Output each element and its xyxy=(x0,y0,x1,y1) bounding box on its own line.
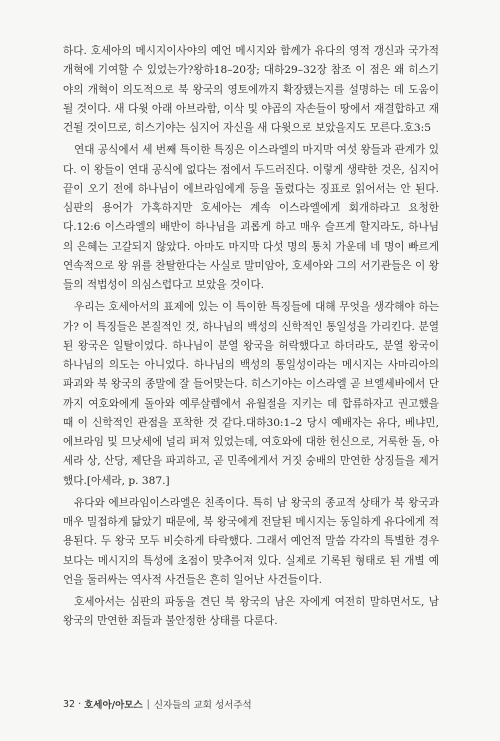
paragraph-4: 유다와 에브라임이스라엘은 친족이다. 특히 남 왕국의 종교적 상태가 북 왕국과 매우 밀접하게 닮았기 때문에, 북 왕국에게 전달된 메시지는 동일하게 유다에게 적용된다. 두 왕국 모두 비슷하게 타락했다. 그래서 예언적 말씀 각각의 특별한 경우보다는 메시지의 특성에 초점이 맞추어져 있다. 실제로 기록된 형태로 된 개별 예언을 둘러싸는 역사적 사건들은 흔히 일어난 사건들이다. xyxy=(63,496,439,586)
book-title: 호세아/아모스 xyxy=(84,700,143,711)
paragraph-1: 하다. 호세아의 메시지이사야의 예언 메시지와 함께가 유다의 영적 갱신과 국가적 개혁에 기여할 수 있었는가?왕하18–20장; 대하29–32장 참조 이 점은 왜 히스기야의 개혁이 의도적으로 북 왕국의 영토에까지 확장됐는지를 설명하는 데 도움이 될 것이다. 새 다윗 아래 아브라함, 이삭 및 야곱의 자손들이 땅에서 재결합하고 재건될 것이므로, 히스기야는 심지어 자신을 새 다윗으로 보았을지도 모른다.호3:5 xyxy=(63,45,439,134)
page-number: 32 xyxy=(63,698,76,710)
footer-separator: | xyxy=(146,698,150,710)
paragraph-5: 호세아서는 심판의 파동을 견딘 북 왕국의 남은 자에게 여전히 말하면서도, 남 왕국의 만연한 죄들과 불안정한 상태를 다룬다. xyxy=(63,596,439,628)
paragraph-2: 연대 공식에서 세 번째 특이한 특징은 이스라엘의 마지막 여섯 왕들과 관계가 있다. 이 왕들이 연대 공식에 없다는 점에서 두드러진다. 이렇게 생략한 것은, 심지어 끝이 오기 전에 하나님이 에브라임에게 등을 돌렸다는 징표로 읽어서는 안 된다. 심판의 용어가 가혹하지만 호세아는 계속 이스라엘에게 회개하라고 요청한다.12:6 이스라엘의 배반이 하나님을 괴롭게 하고 매우 슬프게 할지라도, 하나님의 은혜는 고갈되지 않았다. 아마도 마지막 다섯 명의 통치 가운데 네 명이 빠르게 연속적으로 왕 위를 찬탈한다는 사실로 말미암아, 호세아와 그의 서기관들은 이 왕들의 적법성이 의심스럽다고 보았을 것이다. xyxy=(63,144,439,291)
paragraph-3: 우리는 호세아서의 표제에 있는 이 특이한 특징들에 대해 무엇을 생각해야 하는가? 이 특징들은 본질적인 것, 하나님의 백성의 신학적인 통일성을 가리킨다. 분열된 왕국은 일탈이었다. 하나님이 분열 왕국을 허락했다고 하더라도, 분열 왕국이 하나님의 의도는 아니었다. 하나님의 백성의 통일성이라는 메시지는 사마리아의 파괴와 북 왕국의 종말에 잘 들어맞는다. 히스기야는 이스라엘 곧 브엘세바에서 단까지 여호와에게 돌아와 예루살렘에서 유월절을 지키는 데 합류하자고 권고했을 때 이 신학적인 관점을 포착한 것 같다.대하30:1–2 당시 예배자는 유다, 베냐민, 에브라임 및 므낫세에 널리 퍼져 있었는데, 여호와에 대한 헌신으로, 거룩한 돌, 아세라 상, 산당, 제단을 파괴하고, 곧 민족에게서 거짓 숭배의 만연한 상징들을 제거했다.[아세라, p. 387.] xyxy=(63,301,439,487)
footer-dot: · xyxy=(78,698,82,710)
page-footer xyxy=(63,697,439,711)
body-text xyxy=(63,42,439,632)
series-title: 신자들의 교회 성서주석 xyxy=(153,700,252,711)
